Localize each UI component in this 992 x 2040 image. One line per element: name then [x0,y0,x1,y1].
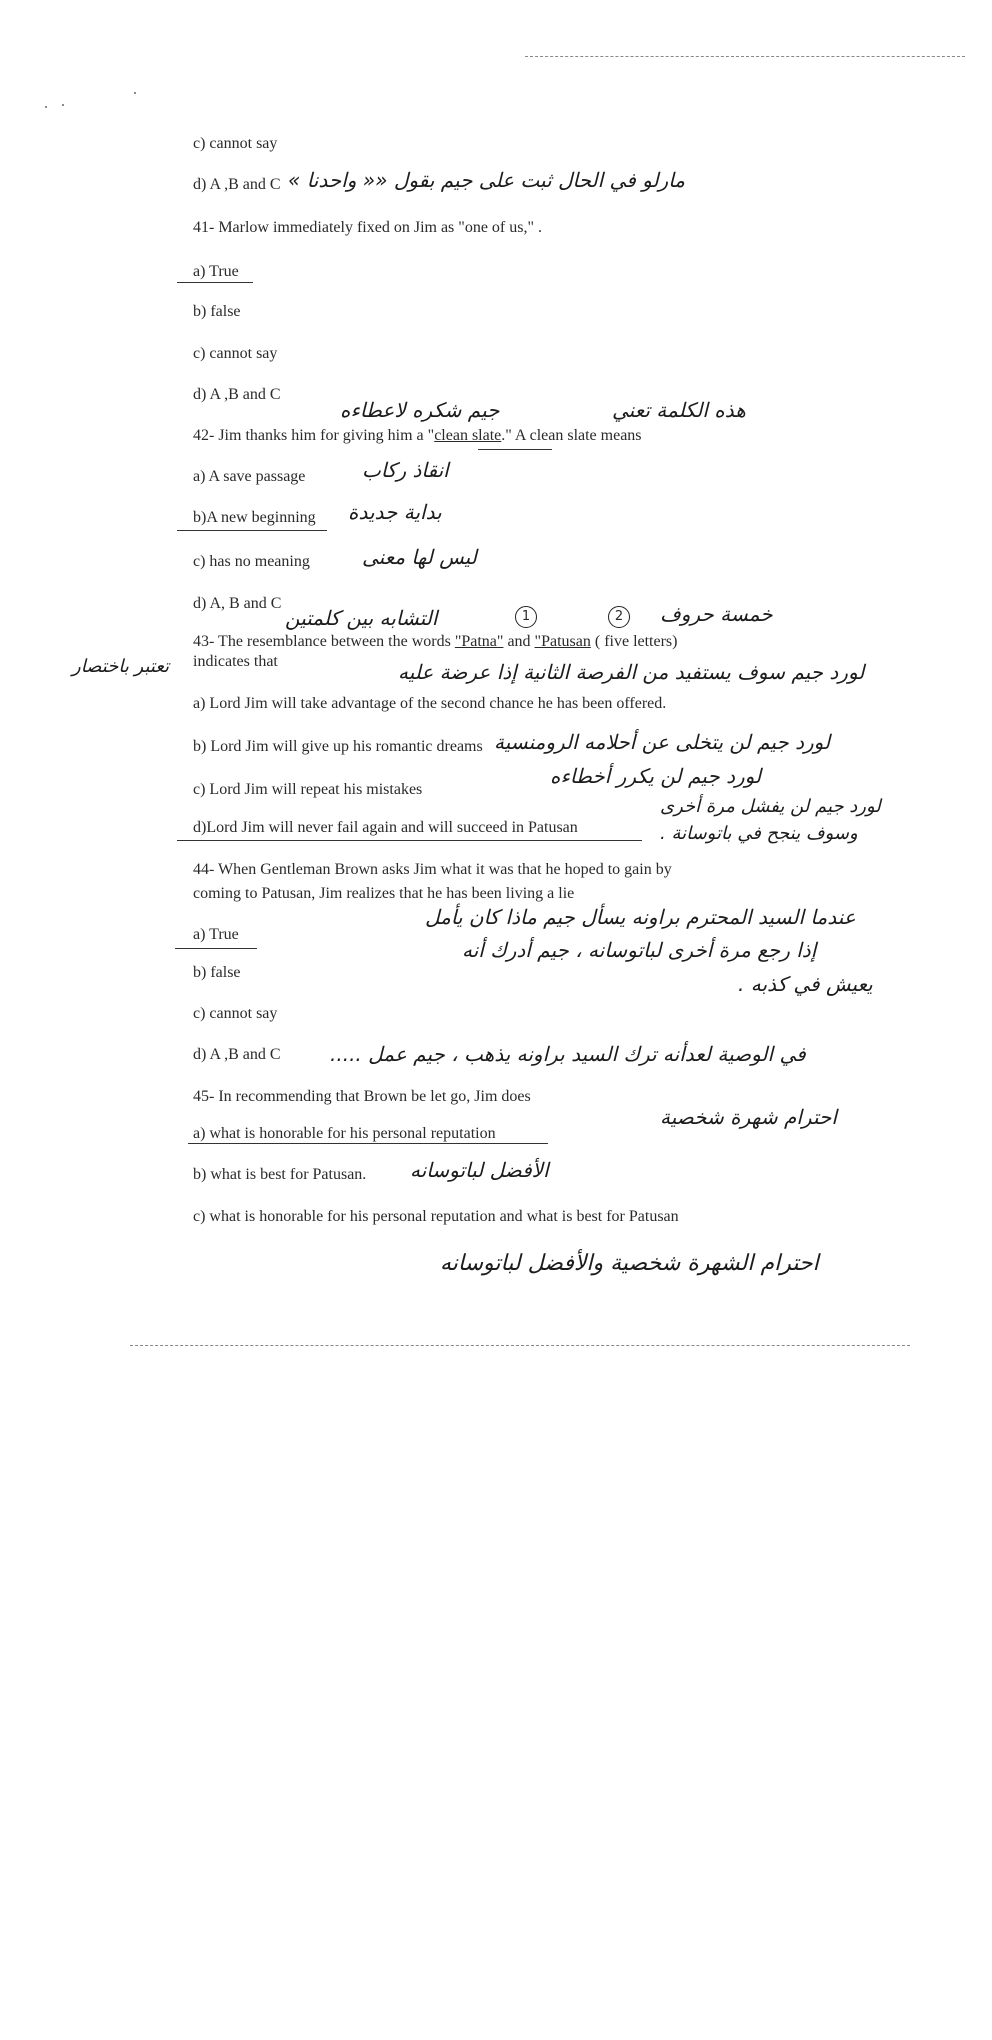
q42-handwritten-note-right: هذه الكلمة تعني [612,398,746,422]
q45-option-c: c) what is honorable for his personal reputation and what is best for Patusan [193,1208,679,1225]
q41-stem: 41- Marlow immediately fixed on Jim as "one of us," . [193,219,542,236]
q41-option-a: a) True [193,263,239,280]
q43-handwritten-note-a: لورد جيم سوف يستفيد من الفرصة الثانية إذا عرضة عليه [398,660,865,684]
q43-circled-number-1: 1 [515,606,537,628]
q45-handwritten-note-b: الأفضل لباتوسانه [410,1158,549,1182]
q43-option-a: a) Lord Jim will take advantage of the second chance he has been offered. [193,695,667,712]
q41-handwritten-note: مارلو في الحال ثبت على جيم بقول «« واحدنا » [288,168,686,192]
q45-handwritten-note-a: احترام شهرة شخصية [660,1105,837,1129]
q45-handwritten-note-c: احترام الشهرة شخصية والأفضل لباتوسانه [440,1251,819,1276]
q41-option-b: b) false [193,303,241,320]
q45-option-a: a) what is honorable for his personal reputation [193,1125,496,1142]
q42-answer-underline [177,530,327,531]
q43-handwritten-note-c: لورد جيم لن يكرر أخطاءه [550,764,762,788]
scan-speck [45,106,47,108]
q40-option-d: d) A ,B and C [193,176,281,193]
q43-handwritten-similarity: التشابه بين كلمتين [285,606,438,630]
q43-word-patna: "Patna" [454,633,504,650]
q45-handwritten-note-stem: في الوصية لعدأنه ترك السيد براونه يذهب ، جيم عمل ..... [330,1042,806,1066]
q42-handwritten-note-a: انقاذ ركاب [362,458,449,482]
q42-option-d: d) A, B and C [193,595,282,612]
q44-handwritten-note-1: عندما السيد المحترم براونه يسأل جيم ماذا كان يأمل [425,905,856,929]
q44-option-c: c) cannot say [193,1005,278,1022]
q45-stem: 45- In recommending that Brown be let go, Jim does [193,1088,531,1105]
q44-stem-line2: coming to Patusan, Jim realizes that he has been living a lie [193,885,575,902]
q43-handwritten-margin-note: تعتبر باختصار [72,656,170,677]
q44-option-b: b) false [193,964,241,981]
q43-option-b: b) Lord Jim will give up his romantic dreams [193,738,483,755]
q45-answer-underline [188,1143,548,1144]
q43-handwritten-note-b: لورد جيم لن يتخلى عن أحلامه الرومنسية [494,730,831,754]
scan-speck [134,92,136,94]
q43-stem-line2: indicates that [193,653,278,670]
q44-option-a: a) True [193,926,239,943]
q43-stem: 43- The resemblance between the words "Patna" and "Patusan ( five letters) [193,633,678,650]
q42-stem: 42- Jim thanks him for giving him a "clean slate." A clean slate means [193,427,642,444]
q42-option-b: b)A new beginning [193,509,316,526]
scan-artifact-top [525,56,965,57]
q41-option-d: d) A ,B and C [193,386,281,403]
q42-handwritten-note-b: بداية جديدة [348,500,442,524]
q40-option-c: c) cannot say [193,135,278,152]
q42-term-double-underline [478,449,552,450]
q42-handwritten-note-left: جيم شكره لاعطاءه [340,398,500,422]
q43-answer-underline [177,840,642,841]
q43-circled-number-2: 2 [608,606,630,628]
q41-answer-underline [177,282,253,283]
q43-word-patusan: "Patusan [534,633,591,650]
q44-option-d: d) A ,B and C [193,1046,281,1063]
q41-option-c: c) cannot say [193,345,278,362]
q44-handwritten-note-2: إذا رجع مرة أخرى لباتوسانه ، جيم أدرك أنه [462,938,817,962]
q42-option-a: a) A save passage [193,468,306,485]
q43-option-c: c) Lord Jim will repeat his mistakes [193,781,423,798]
q42-term-clean-slate: clean slate [434,427,502,444]
q43-handwritten-five-letters: خمسة حروف [660,602,773,626]
scan-speck [62,104,64,106]
q43-handwritten-note-d1: لورد جيم لن يفشل مرة أخرى [660,796,881,817]
q43-handwritten-note-d2: وسوف ينجح في باتوسانة . [660,823,858,844]
q44-stem-line1: 44- When Gentleman Brown asks Jim what it was that he hoped to gain by [193,861,672,878]
scan-artifact-bottom [130,1345,910,1346]
q45-option-b: b) what is best for Patusan. [193,1166,367,1183]
q44-handwritten-note-3: يعيش في كذبه . [738,972,873,996]
q42-handwritten-note-c: ليس لها معنى [362,545,477,569]
q43-option-d: d)Lord Jim will never fail again and will succeed in Patusan [193,819,578,836]
q42-option-c: c) has no meaning [193,553,310,570]
q44-answer-underline [175,948,257,949]
